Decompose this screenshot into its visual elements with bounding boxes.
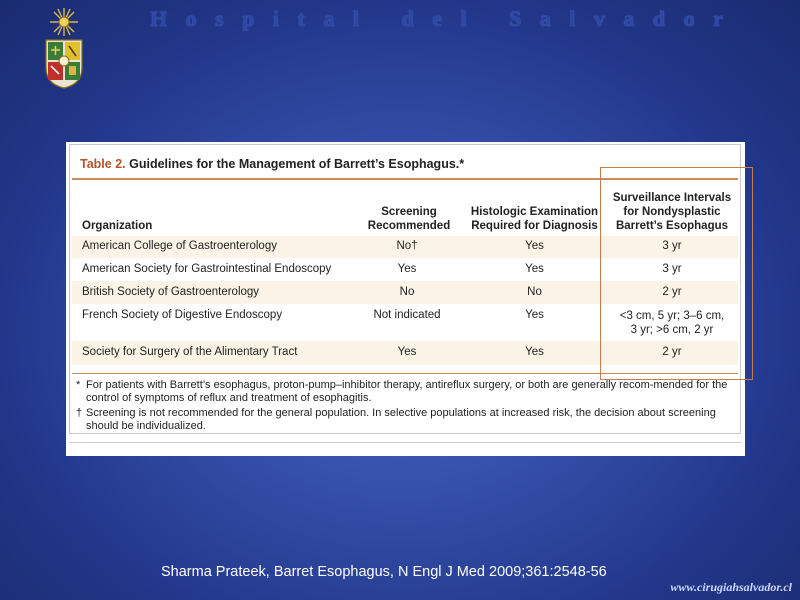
website-url: www.cirugiahsalvador.cl [670, 580, 792, 594]
coat-of-arms-icon [40, 6, 88, 90]
table-row [72, 281, 738, 304]
row-organization: American College of Gastroenterology [82, 240, 277, 252]
header-histologic-line1: Histologic Examination [470, 206, 599, 218]
row-surveillance: 3 yr [662, 240, 682, 252]
header-surveillance-line3: Barrett’s Esophagus [615, 220, 729, 232]
panel-bottom-rule [69, 442, 742, 443]
row-surveillance: 2 yr [662, 286, 682, 298]
header-surveillance [607, 191, 737, 233]
table-row [72, 258, 738, 281]
header-screening-line1: Screening [381, 206, 437, 218]
row-surveillance: 3 yr [662, 263, 682, 275]
row-surveillance [607, 309, 737, 337]
row-surveillance-line2: 3 yr; >6 cm, 2 yr [630, 324, 714, 336]
table-row [72, 304, 738, 341]
row-screening: No† [396, 240, 418, 252]
row-histologic: No [527, 286, 542, 298]
row-organization: French Society of Digestive Endoscopy [82, 309, 283, 321]
header-surveillance-line2: for Nondysplastic [623, 206, 721, 218]
row-screening: No [399, 286, 415, 298]
footnote-mark: * [76, 379, 81, 391]
slide-title: Hospital del Salvador [150, 6, 742, 31]
table-caption: Guidelines for the Management of Barrett’s Esophagus.* [129, 157, 465, 171]
footnote [76, 379, 732, 405]
row-organization: British Society of Gastroenterology [82, 286, 260, 298]
footnote-text: For patients with Barrett’s esophagus, proton-pump–inhibitor therapy, antireflux surgery, or both are generally recom-mended for the control of symptoms of reflux and treatment of esophagitis. [86, 379, 728, 404]
header-histologic [467, 205, 602, 233]
table-bottom-rule [72, 373, 738, 374]
table-header-row [72, 180, 738, 235]
row-histologic: Yes [525, 309, 544, 321]
footnote [76, 407, 732, 433]
table-title [80, 157, 464, 171]
row-organization: Society for Surgery of the Alimentary Tract [82, 346, 298, 358]
table-card [69, 144, 741, 434]
table-row [72, 236, 738, 258]
header-screening-line2: Recommended [367, 220, 451, 232]
row-surveillance-line1: <3 cm, 5 yr; 3–6 cm, [619, 310, 725, 322]
header-organization: Organization [82, 220, 153, 232]
header-histologic-line2: Required for Diagnosis [471, 220, 598, 232]
row-organization: American Society for Gastrointestinal Endoscopy [82, 263, 332, 275]
footnote-text: Screening is not recommended for the general population. In selective populations at increased risk, the decision about screening should be individualized. [86, 407, 716, 432]
row-histologic: Yes [525, 240, 544, 252]
row-surveillance: 2 yr [662, 346, 682, 358]
header-surveillance-line1: Surveillance Intervals [612, 192, 732, 204]
table-label: Table 2. [80, 157, 126, 171]
table-panel [66, 142, 745, 456]
table-row [72, 341, 738, 365]
header-screening [354, 205, 464, 233]
row-screening: Yes [397, 263, 417, 275]
footnote-mark: † [76, 407, 83, 419]
row-screening: Not indicated [373, 309, 441, 321]
citation: Sharma Prateek, Barret Esophagus, N Engl J Med 2009;361:2548-56 [161, 564, 607, 580]
row-histologic: Yes [525, 346, 544, 358]
row-histologic: Yes [525, 263, 544, 275]
row-screening: Yes [397, 346, 417, 358]
